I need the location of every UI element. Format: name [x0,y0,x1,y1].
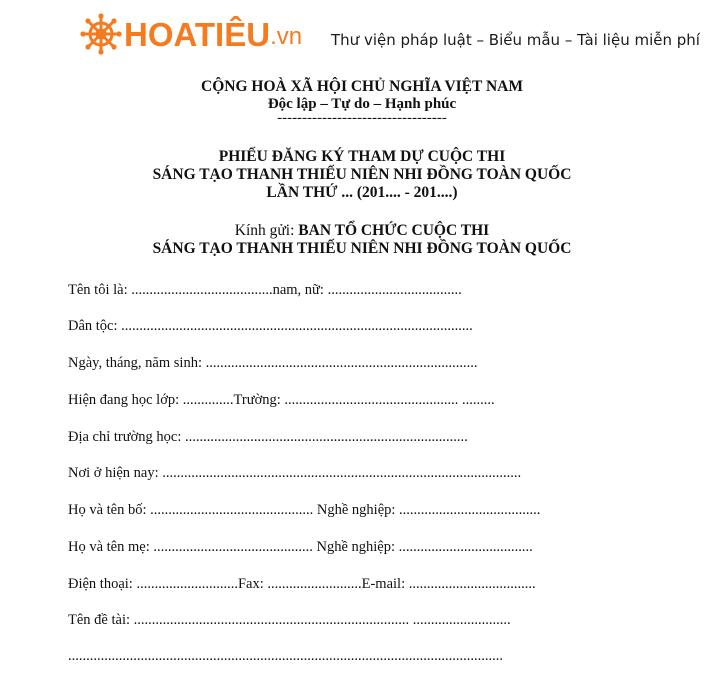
recipient-line-2: SÁNG TẠO THANH THIẾU NIÊN NHI ĐỒNG TOÀN QUỐC [152,240,572,257]
field-date-of-birth[interactable]: Ngày, tháng, năm sinh: ........................................................................... [68,355,478,371]
site-logo[interactable] [80,10,302,58]
recipient-line-1 [0,222,724,240]
national-motto: Độc lập – Tự do – Hạnh phúc [267,96,457,112]
recipient-prefix: Kính gửi: [234,222,299,239]
field-school-address[interactable]: Địa chỉ trường học: .............................................................................. [68,429,468,445]
logo-domain-ext: .vn [270,23,303,50]
form-title-line-3: LẦN THỨ ... (201.... - 201....) [266,184,458,201]
field-full-name-gender[interactable]: Tên tôi là: .......................................nam, nữ: ..................................... [68,282,462,298]
field-project-title[interactable]: Tên đề tài: ............................................................................ ........................... [68,612,511,628]
motto-divider: ---------------------------------- [277,110,447,126]
site-tagline: Thư viện pháp luật – Biểu mẫu – Tài liệu miễn phí [331,31,700,49]
field-mother-name-occupation[interactable]: Họ và tên mẹ: ............................................ Nghề nghiệp: ..................................... [68,539,533,555]
site-header [0,0,724,62]
logo-text: HOATIÊU [124,15,271,53]
form-title-line-2: SÁNG TẠO THANH THIẾU NIÊN NHI ĐỒNG TOÀN QUỐC [152,166,572,183]
form-title-line-1: PHIẾU ĐĂNG KÝ THAM DỰ CUỘC THI [218,148,506,165]
field-ethnicity[interactable]: Dân tộc: ................................................................................................. [68,318,473,334]
ship-wheel-icon [80,13,122,55]
field-project-title-continued[interactable]: ........................................................................................................................ [68,648,503,664]
field-father-name-occupation[interactable]: Họ và tên bố: ............................................. Nghề nghiệp: ....................................... [68,502,541,518]
national-title: CỘNG HOÀ XÃ HỘI CHỦ NGHĨA VIỆT NAM [201,78,523,95]
field-current-residence[interactable]: Nơi ở hiện nay: ................................................................................................... [68,465,522,481]
field-class-school[interactable]: Hiện đang học lớp: ..............Trường: ................................................ ......... [68,392,495,408]
recipient-organizer: BAN TỔ CHỨC CUỘC THI [298,222,490,239]
field-phone-fax-email[interactable]: Điện thoại: ............................Fax: ..........................E-mail: ................................... [68,576,536,592]
